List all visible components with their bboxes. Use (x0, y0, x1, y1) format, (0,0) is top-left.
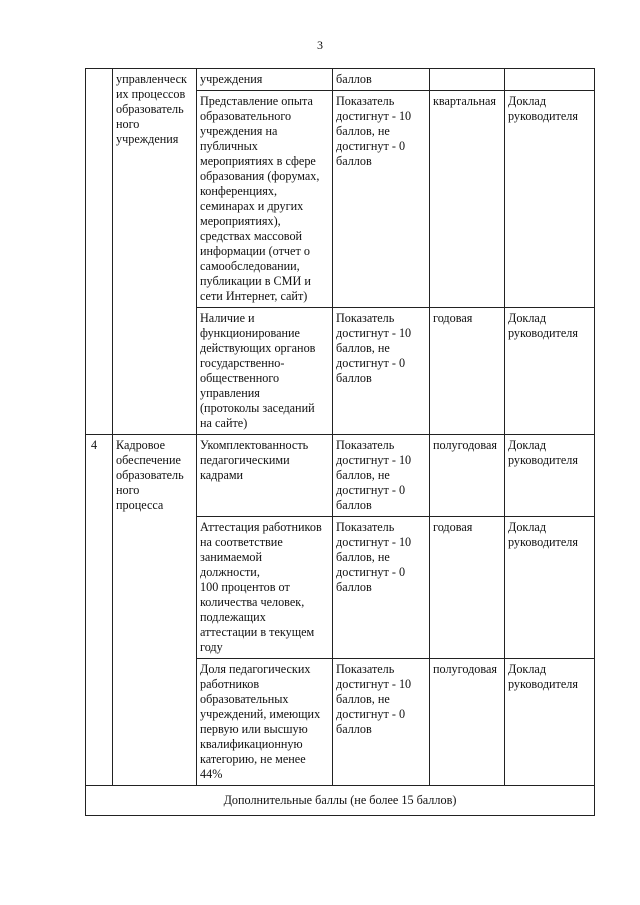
reporting-cell: Доклад руководителя (505, 659, 595, 786)
additional-points-cell: Дополнительные баллы (не более 15 баллов) (86, 786, 595, 816)
scoring-cell: Показатель достигнут - 10 баллов, не достигнут - 0 баллов (333, 91, 430, 308)
reporting-cell: Доклад руководителя (505, 308, 595, 435)
period-cell: полугодовая (430, 435, 505, 517)
criterion-cell: Наличие и функционирование действующих органов государственно- общественного управления (протоколы заседаний на сайте) (197, 308, 333, 435)
criterion-cell: Доля педагогических работников образовательных учреждений, имеющих первую или высшую квалификационную категорию, не менее 44% (197, 659, 333, 786)
table-row (86, 435, 595, 517)
period-cell (430, 69, 505, 91)
criterion-cell: учреждения (197, 69, 333, 91)
table-row (86, 69, 595, 91)
reporting-cell: Доклад руководителя (505, 517, 595, 659)
criterion-cell: Укомплектованность педагогическими кадрами (197, 435, 333, 517)
scoring-cell: Показатель достигнут - 10 баллов, не достигнут - 0 баллов (333, 659, 430, 786)
area-cell: Кадровое обеспечение образователь ного процесса (113, 435, 197, 786)
scoring-cell: баллов (333, 69, 430, 91)
criterion-cell: Аттестация работников на соответствие занимаемой должности, 100 процентов от количества человек, подлежащих аттестации в текущем году (197, 517, 333, 659)
period-cell: полугодовая (430, 659, 505, 786)
period-cell: квартальная (430, 91, 505, 308)
row-number-cell: 4 (86, 435, 113, 786)
row-number-cell (86, 69, 113, 435)
reporting-cell: Доклад руководителя (505, 91, 595, 308)
page-number: 3 (317, 38, 323, 52)
criteria-table (85, 68, 595, 816)
scoring-cell: Показатель достигнут - 10 баллов, не достигнут - 0 баллов (333, 435, 430, 517)
scoring-cell: Показатель достигнут - 10 баллов, не достигнут - 0 баллов (333, 308, 430, 435)
criterion-cell: Представление опыта образовательного учреждения на публичных мероприятиях в сфере образования (форумах, конференциях, семинарах и других мероприятиях), средствах массовой информации (отчет о самообследовании, публикации в СМИ и сети Интернет, сайт) (197, 91, 333, 308)
reporting-cell: Доклад руководителя (505, 435, 595, 517)
period-cell: годовая (430, 517, 505, 659)
area-cell: управленческ их процессов образователь ного учреждения (113, 69, 197, 435)
period-cell: годовая (430, 308, 505, 435)
scoring-cell: Показатель достигнут - 10 баллов, не достигнут - 0 баллов (333, 517, 430, 659)
table-footer-row (86, 786, 595, 816)
reporting-cell (505, 69, 595, 91)
